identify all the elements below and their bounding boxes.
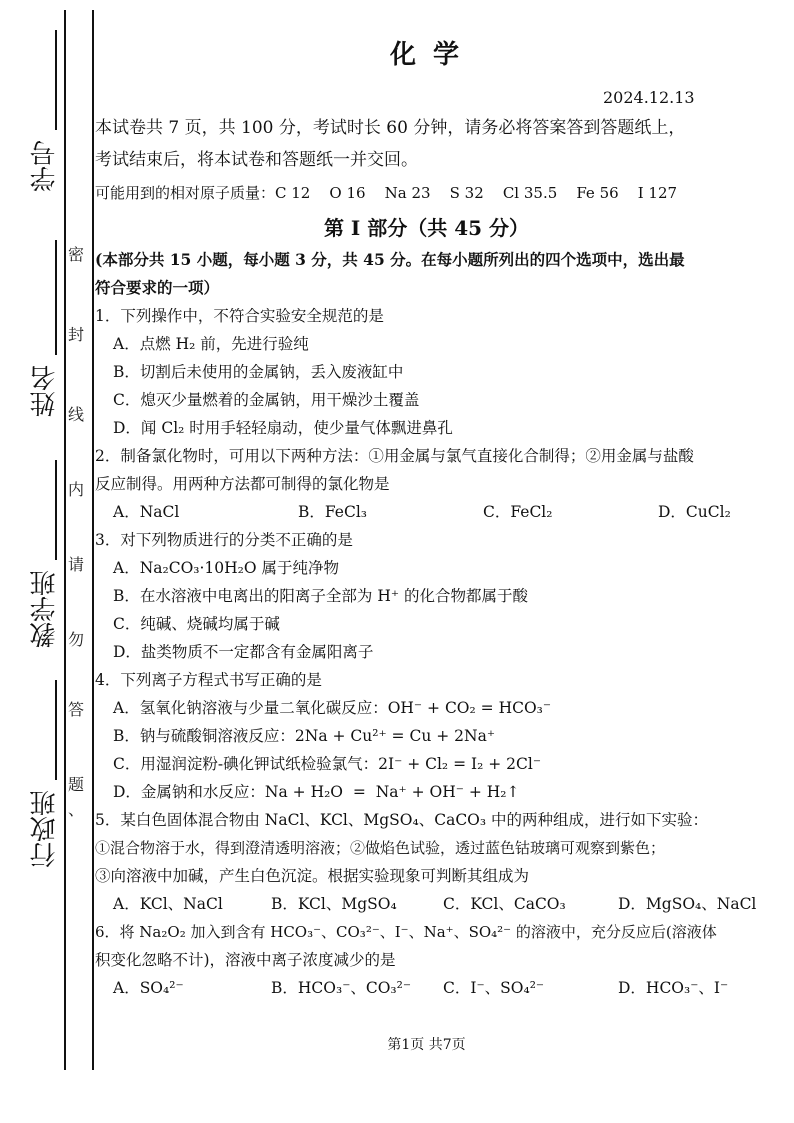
name-blank — [55, 240, 57, 355]
seal-char-4: 内 — [67, 480, 84, 499]
seal-char-7: 答 — [67, 700, 84, 719]
question-6-options — [95, 974, 758, 1002]
part-title: 第 I 部分（共 45 分） — [323, 216, 530, 240]
question-4-option-c: C．用湿润淀粉-碘化钾试纸检验氯气：2I⁻ + Cl₂ = I₂ + 2Cl⁻ — [113, 755, 542, 773]
question-5-option-a: A．KCl、NaCl — [113, 895, 223, 913]
name-text: 姓名 — [30, 365, 60, 417]
question-1-option-d: D．闻 Cl₂ 时用手轻轻扇动，使少量气体飘进鼻孔 — [113, 419, 453, 437]
question-1-stem: 1．下列操作中，不符合实验安全规范的是 — [95, 307, 384, 325]
question-5-options — [95, 890, 758, 918]
exam-title: 化 学 — [389, 40, 464, 70]
admin-class-blank — [55, 680, 57, 780]
question-4-option-a: A．氢氧化钠溶液与少量二氧化碳反应：OH⁻ + CO₂ = HCO₃⁻ — [113, 699, 552, 717]
question-5-option-b: B．KCl、MgSO₄ — [271, 895, 397, 913]
student-id-label — [30, 140, 60, 192]
admin-class-label — [30, 790, 60, 868]
question-3 — [95, 526, 758, 666]
seal-char-2: 封 — [67, 325, 84, 344]
instructions-line-1: 本试卷共 7 页，共 100 分，考试时长 60 分钟，请务必将答案答到答题纸上， — [95, 118, 686, 138]
question-5 — [95, 806, 758, 918]
name-label — [30, 365, 60, 417]
question-5-stem-line-3: ③向溶液中加碱，产生白色沉淀。根据实验现象可判断其组成为 — [95, 867, 530, 885]
question-4-option-b: B．钠与硫酸铜溶液反应：2Na + Cu²⁺ = Cu + 2Na⁺ — [113, 727, 496, 745]
exam-body — [95, 112, 758, 1002]
teaching-class-text: 教学班 — [30, 570, 60, 648]
question-6-option-b: B．HCO₃⁻、CO₃²⁻ — [271, 979, 412, 997]
exam-date: 2024.12.13 — [603, 88, 695, 107]
student-id-text: 学号 — [30, 140, 60, 192]
question-2-option-a: A．NaCl — [113, 503, 180, 521]
question-2-stem-line-2: 反应制得。用两种方法都可制得的氯化物是 — [95, 475, 390, 493]
admin-class-text: 行政班 — [30, 790, 60, 868]
question-6-stem-line-2: 积变化忽略不计)，溶液中离子浓度减少的是 — [95, 951, 396, 969]
question-3-option-b: B．在水溶液中电离出的阳离子全部为 H⁺ 的化合物都属于酸 — [113, 587, 528, 605]
question-3-option-d: D．盐类物质不一定都含有金属阳离子 — [113, 643, 374, 661]
question-2-option-c: C．FeCl₂ — [483, 503, 553, 521]
seal-char-6: 勿 — [67, 630, 84, 649]
binding-line-left — [64, 10, 66, 1070]
question-2-option-d: D．CuCl₂ — [658, 503, 731, 521]
question-1-option-b: B．切割后未使用的金属钠，丢入废液缸中 — [113, 363, 404, 381]
teaching-class-label — [30, 570, 60, 648]
seal-char-9: 、 — [67, 800, 84, 819]
question-5-option-c: C．KCl、CaCO₃ — [443, 895, 566, 913]
question-4-stem: 4．下列离子方程式书写正确的是 — [95, 671, 322, 689]
seal-char-5: 请 — [67, 555, 84, 574]
question-1-option-c: C．熄灭少量燃着的金属钠，用干燥沙土覆盖 — [113, 391, 420, 409]
question-2 — [95, 442, 758, 526]
question-6-stem-line-1: 6．将 Na₂O₂ 加入到含有 HCO₃⁻、CO₃²⁻、I⁻、Na⁺、SO₄²⁻ 的溶液中，充分反应后(溶液体 — [95, 923, 717, 941]
question-1-option-a: A．点燃 H₂ 前，先进行验纯 — [113, 335, 309, 353]
question-2-option-b: B．FeCl₃ — [298, 503, 368, 521]
binding-line-right — [92, 10, 94, 1070]
part-note-line-2: 符合要求的一项） — [95, 278, 220, 297]
seal-char-3: 线 — [67, 405, 84, 424]
seal-char-1: 密 — [67, 245, 84, 264]
question-4 — [95, 666, 758, 806]
question-5-stem-line-2: ①混合物溶于水，得到澄清透明溶液；②做焰色试验，透过蓝色钴玻璃可观察到紫色； — [95, 839, 666, 857]
question-2-options — [95, 498, 758, 526]
question-3-option-a: A．Na₂CO₃·10H₂O 属于纯净物 — [113, 559, 340, 577]
question-6-option-d: D．HCO₃⁻、I⁻ — [618, 979, 729, 997]
question-5-option-d: D．MgSO₄、NaCl — [618, 895, 757, 913]
question-3-option-c: C．纯碱、烧碱均属于碱 — [113, 615, 280, 633]
teaching-class-blank — [55, 460, 57, 560]
question-4-option-d: D．金属钠和水反应：Na + H₂O = Na⁺ + OH⁻ + H₂↑ — [113, 783, 520, 801]
atomic-masses: 可能用到的相对原子质量：C 12 O 16 Na 23 S 32 Cl 35.5 Fe 56 I 127 — [95, 184, 678, 202]
question-6 — [95, 918, 758, 1002]
question-6-option-a: A．SO₄²⁻ — [113, 979, 184, 997]
student-id-blank — [55, 30, 57, 130]
question-2-stem-line-1: 2．制备氯化物时，可用以下两种方法：①用金属与氯气直接化合制得；②用金属与盐酸 — [95, 447, 694, 465]
question-5-stem-line-1: 5．某白色固体混合物由 NaCl、KCl、MgSO₄、CaCO₃ 中的两种组成，进行如下实验： — [95, 811, 709, 829]
seal-char-8: 题 — [67, 775, 84, 794]
question-3-stem: 3．对下列物质进行的分类不正确的是 — [95, 531, 353, 549]
instructions-line-2: 考试结束后，将本试卷和答题纸一并交回。 — [95, 150, 418, 170]
part-note-line-1: (本部分共 15 小题，每小题 3 分，共 45 分。在每小题所列出的四个选项中，选出最 — [95, 250, 685, 269]
question-6-option-c: C．I⁻、SO₄²⁻ — [443, 979, 545, 997]
question-1 — [95, 302, 758, 442]
page-footer: 第1页 共7页 — [387, 1037, 466, 1053]
